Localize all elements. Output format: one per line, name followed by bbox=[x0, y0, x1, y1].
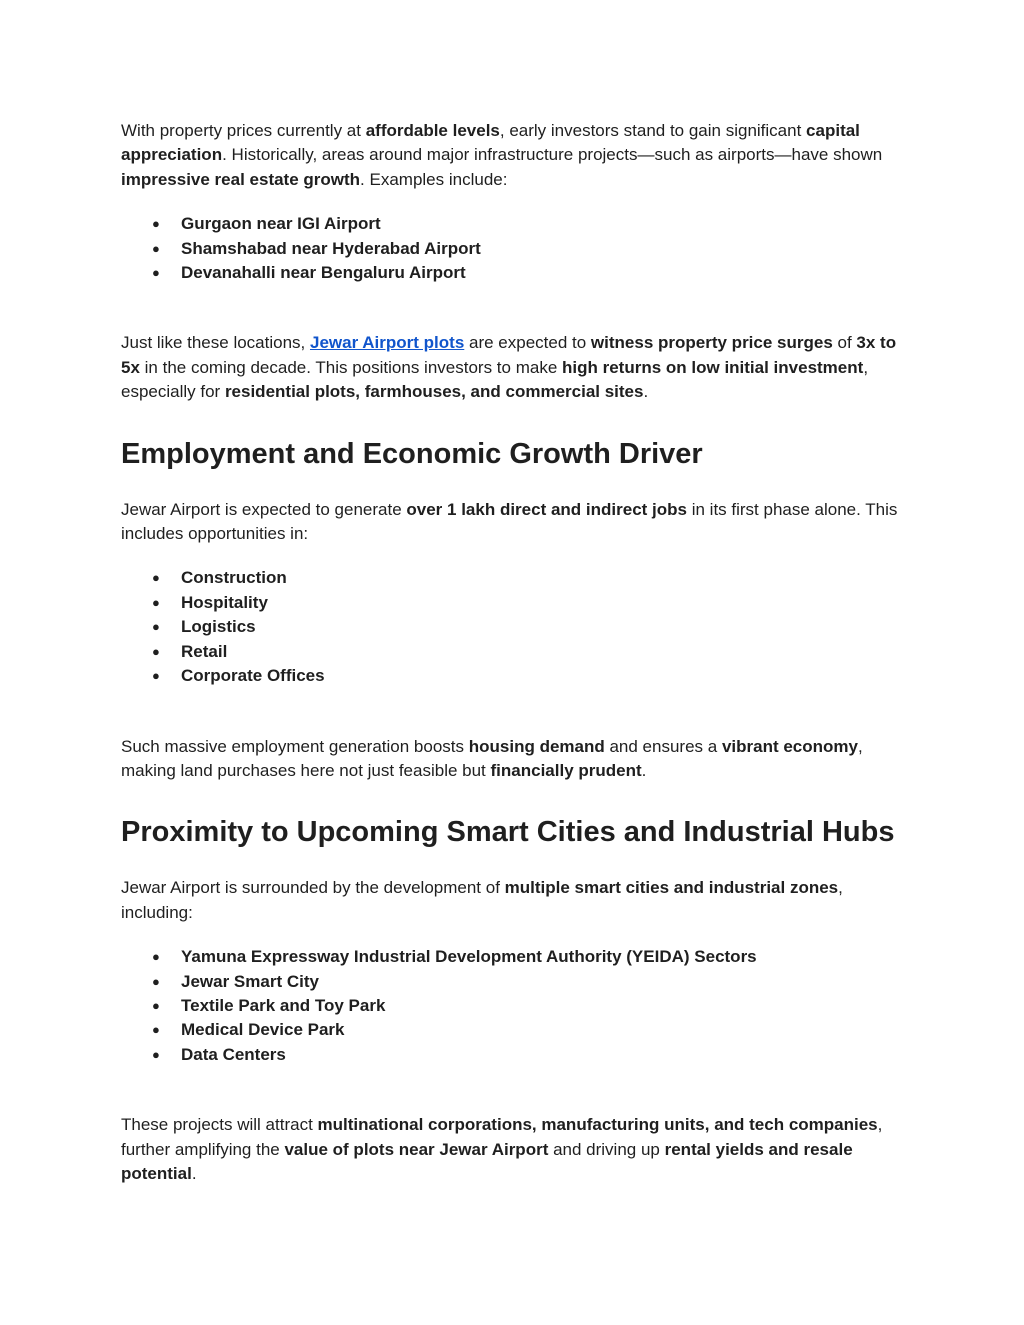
bullet-icon: ● bbox=[152, 668, 160, 684]
paragraph-price-surges: Just like these locations, Jewar Airport plots are expected to witness property price surges of 3x to 5x in the coming decade. This positions investors to make high returns on low initial investment, especially for residential plots, farmhouses, and commercial sites. bbox=[121, 333, 897, 402]
bullet-icon: ● bbox=[152, 265, 160, 281]
list-item: ● Corporate Offices bbox=[121, 664, 911, 688]
list-item: ● Shamshabad near Hyderabad Airport bbox=[121, 237, 911, 261]
bullet-icon: ● bbox=[152, 997, 160, 1013]
bullet-icon: ● bbox=[152, 240, 160, 256]
opportunities-list bbox=[121, 566, 911, 688]
paragraph-smart-cities: Jewar Airport is surrounded by the development of multiple smart cities and industrial zones, including: bbox=[121, 878, 843, 922]
list-item: ● Textile Park and Toy Park bbox=[121, 994, 911, 1018]
paragraph-multinationals: These projects will attract multinational corporations, manufacturing units, and tech companies, further amplifying the value of plots near Jewar Airport and driving up rental yields and resale potential. bbox=[121, 1115, 883, 1183]
bullet-icon: ● bbox=[152, 619, 160, 635]
list-item: ● Construction bbox=[121, 566, 911, 590]
list-item: ● Jewar Smart City bbox=[121, 970, 911, 994]
list-item: ● Hospitality bbox=[121, 591, 911, 615]
paragraph-jobs: Jewar Airport is expected to generate over 1 lakh direct and indirect jobs in its first phase alone. This includes opportunities in: bbox=[121, 499, 898, 544]
list-item: ● Medical Device Park bbox=[121, 1018, 911, 1042]
examples-list bbox=[121, 212, 911, 285]
document-page bbox=[121, 119, 911, 1186]
heading-employment: Employment and Economic Growth Driver bbox=[121, 437, 703, 470]
bullet-icon: ● bbox=[152, 1022, 160, 1038]
bullet-icon: ● bbox=[152, 594, 160, 610]
list-item: ● Yamuna Expressway Industrial Development Authority (YEIDA) Sectors bbox=[121, 945, 911, 969]
hubs-list bbox=[121, 945, 911, 1067]
list-item: ● Gurgaon near IGI Airport bbox=[121, 212, 911, 236]
paragraph-housing-demand: Such massive employment generation boosts housing demand and ensures a vibrant economy, making land purchases here not just feasible but financially prudent. bbox=[121, 736, 863, 780]
list-item: ● Devanahalli near Bengaluru Airport bbox=[121, 261, 911, 285]
list-item: ● Data Centers bbox=[121, 1043, 911, 1067]
bullet-icon: ● bbox=[152, 643, 160, 659]
paragraph-appreciation: With property prices currently at affordable levels, early investors stand to gain significant capital appreciation. Historically, areas around major infrastructure projects—such as airports—have shown impressive real estate growth. Examples include: bbox=[121, 121, 883, 189]
jewar-airport-plots-link[interactable]: Jewar Airport plots bbox=[309, 333, 465, 353]
list-item: ● Logistics bbox=[121, 615, 911, 639]
list-item: ● Retail bbox=[121, 640, 911, 664]
bullet-icon: ● bbox=[152, 216, 160, 232]
heading-proximity: Proximity to Upcoming Smart Cities and Industrial Hubs bbox=[121, 816, 895, 849]
bullet-icon: ● bbox=[152, 949, 160, 965]
bullet-icon: ● bbox=[152, 973, 160, 989]
bullet-icon: ● bbox=[152, 1046, 160, 1062]
bullet-icon: ● bbox=[152, 570, 160, 586]
